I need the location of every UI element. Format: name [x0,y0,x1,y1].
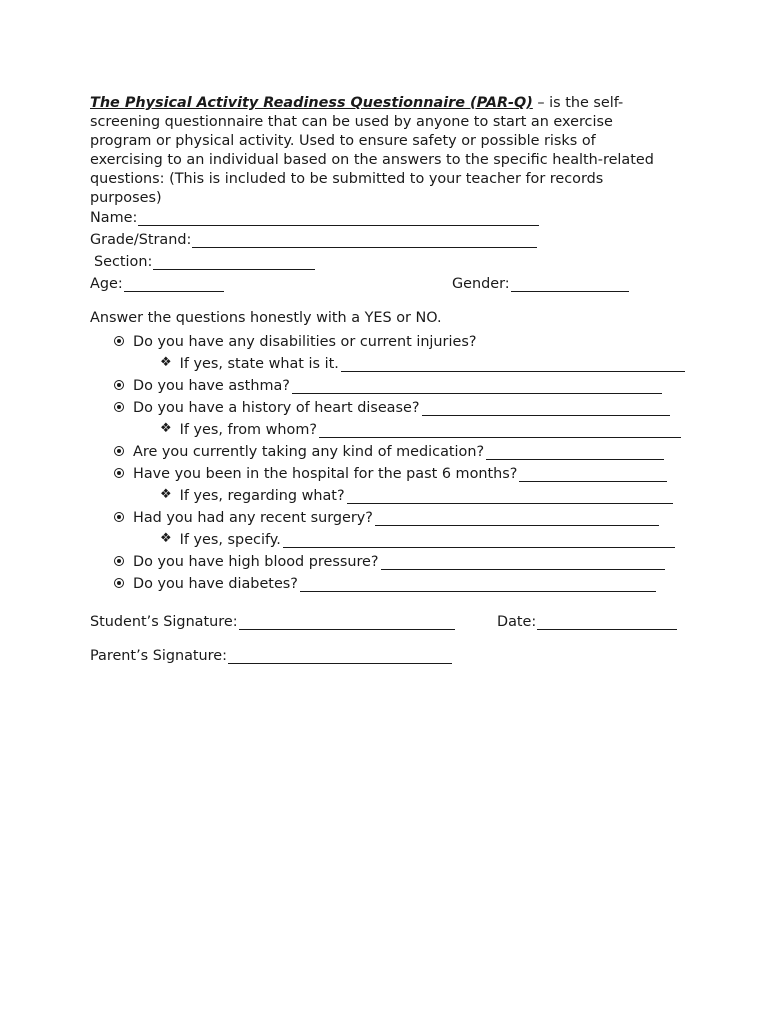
gender-label: Gender: [452,276,510,292]
question-hospital-text: Have you been in the hospital for the past 6 months? [133,466,518,482]
name-line[interactable] [138,210,539,226]
answer-line[interactable] [341,356,685,372]
grade-strand-field[interactable] [90,228,537,248]
question-asthma[interactable] [114,374,662,394]
student-signature-line[interactable] [239,614,455,630]
question-disabilities-followup[interactable] [160,352,685,372]
question-surgery[interactable] [114,506,659,526]
section-line[interactable] [153,254,315,270]
answer-line[interactable] [283,532,675,548]
circled-dot-bullet-icon [114,336,124,346]
answer-line[interactable] [519,466,667,482]
answer-line[interactable] [319,422,681,438]
intro-text: – is the self-screening questionnaire that can be used by anyone to start an exercise program or physical activity. Used to ensure safety or possible risks of exercising to an individual based on the answers to the specific health-related questions: (This is included to be submitted to your teacher for records purposes) [90,95,654,206]
diamond-bullet-icon: ❖ [160,421,172,436]
question-asthma-text: Do you have asthma? [133,378,290,394]
section-label: Section: [94,254,153,270]
question-hospital[interactable] [114,462,667,482]
answer-line[interactable] [347,488,673,504]
student-signature-label: Student’s Signature: [90,614,238,630]
question-diabetes-text: Do you have diabetes? [133,576,298,592]
question-disabilities [114,330,476,350]
question-blood-pressure[interactable] [114,550,665,570]
date-line[interactable] [537,614,677,630]
gender-field[interactable] [452,272,629,292]
date-label: Date: [497,614,537,630]
answer-line[interactable] [381,554,665,570]
question-heart-disease-followup-text: If yes, from whom? [179,422,317,438]
parent-signature-line[interactable] [228,648,452,664]
instructions-text: Answer the questions honestly with a YES or NO. [90,310,442,326]
section-field[interactable] [94,250,315,270]
diamond-bullet-icon: ❖ [160,355,172,370]
age-line[interactable] [124,276,224,292]
diamond-bullet-icon: ❖ [160,487,172,502]
question-blood-pressure-text: Do you have high blood pressure? [133,554,379,570]
question-hospital-followup[interactable] [160,484,673,504]
gender-line[interactable] [511,276,629,292]
question-surgery-followup-text: If yes, specify. [179,532,281,548]
circled-dot-bullet-icon [114,380,124,390]
question-heart-disease-followup[interactable] [160,418,681,438]
question-heart-disease[interactable] [114,396,670,416]
answer-line[interactable] [300,576,656,592]
student-signature-field[interactable] [90,610,455,630]
answer-line[interactable] [292,378,662,394]
answer-line[interactable] [486,444,664,460]
name-label: Name: [90,210,138,226]
grade-strand-line[interactable] [192,232,537,248]
question-disabilities-followup-text: If yes, state what is it. [179,356,339,372]
age-label: Age: [90,276,123,292]
grade-strand-label: Grade/Strand: [90,232,192,248]
diamond-bullet-icon: ❖ [160,531,172,546]
question-diabetes[interactable] [114,572,656,592]
age-field[interactable] [90,272,224,292]
circled-dot-bullet-icon [114,512,124,522]
circled-dot-bullet-icon [114,556,124,566]
intro-paragraph [90,94,670,208]
circled-dot-bullet-icon [114,468,124,478]
question-surgery-followup[interactable] [160,528,675,548]
name-field[interactable] [90,206,539,226]
parent-signature-label: Parent’s Signature: [90,648,227,664]
circled-dot-bullet-icon [114,446,124,456]
question-medication-text: Are you currently taking any kind of medication? [133,444,485,460]
date-field[interactable] [497,610,677,630]
circled-dot-bullet-icon [114,578,124,588]
question-disabilities-text: Do you have any disabilities or current injuries? [133,334,477,350]
parent-signature-field[interactable] [90,644,452,664]
question-heart-disease-text: Do you have a history of heart disease? [133,400,420,416]
question-surgery-text: Had you had any recent surgery? [133,510,373,526]
document-title: The Physical Activity Readiness Questionnaire (PAR-Q) [90,95,533,111]
answer-line[interactable] [375,510,659,526]
question-hospital-followup-text: If yes, regarding what? [179,488,345,504]
question-medication[interactable] [114,440,664,460]
circled-dot-bullet-icon [114,402,124,412]
answer-line[interactable] [422,400,670,416]
